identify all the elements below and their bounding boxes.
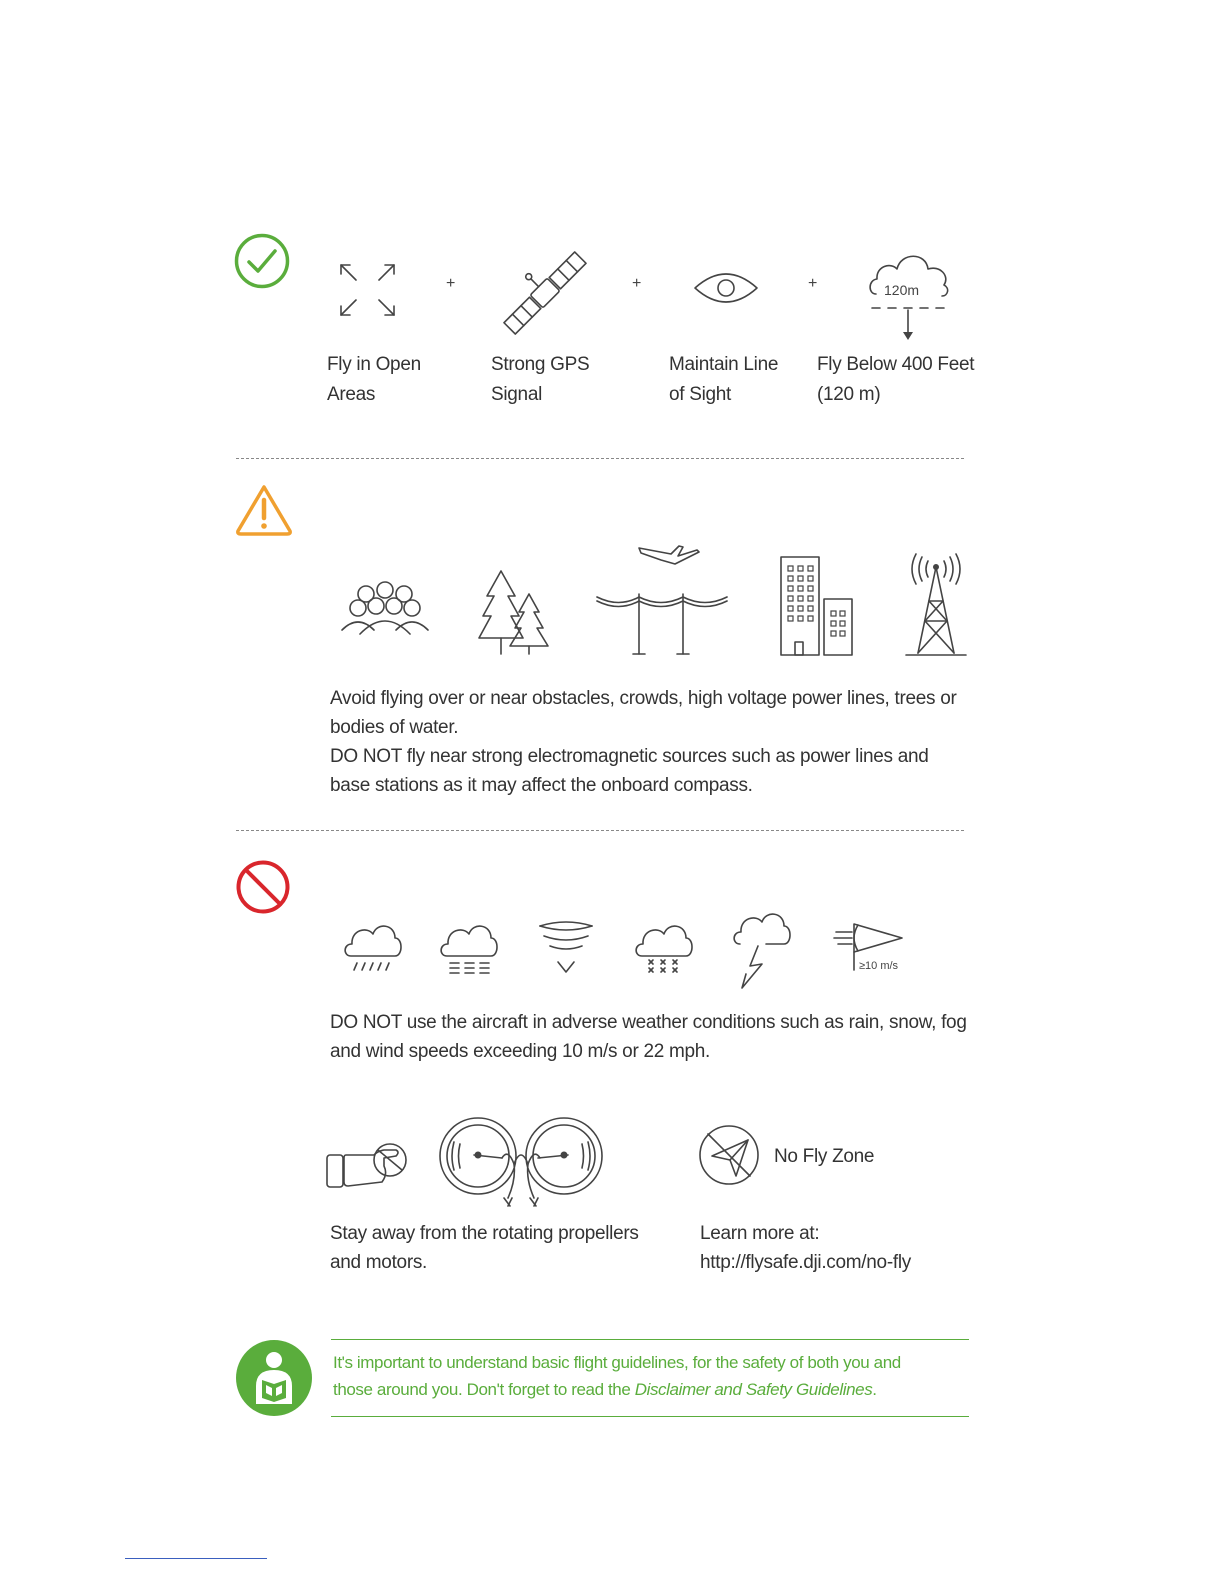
reading-manual-icon — [234, 1338, 314, 1418]
tornado-icon — [536, 920, 598, 976]
weather-paragraph: DO NOT use the aircraft in adverse weather conditions such as rain, snow, fog and wind speeds exceeding 10 m/s or 22 mph. — [330, 1012, 967, 1062]
eye-icon — [692, 268, 760, 310]
propeller-warning-text: Stay away from the rotating propellers and motors. — [330, 1223, 639, 1273]
obstacles-paragraph: Avoid flying over or near obstacles, crowds, high voltage power lines, trees or bodies of water. — [330, 688, 957, 738]
prohibited-icon — [236, 860, 292, 916]
propeller-motors-icon — [438, 1114, 606, 1210]
expand-arrows-icon — [336, 260, 400, 322]
line-of-sight-label: Maintain Line of Sight — [669, 354, 779, 405]
crowd-icon — [338, 580, 432, 642]
rain-icon — [343, 920, 403, 976]
hand-near-propeller-icon — [324, 1138, 410, 1190]
note-top-rule — [331, 1339, 969, 1340]
footnote-rule — [125, 1558, 267, 1559]
altitude-cloud-icon — [866, 250, 952, 344]
section-divider — [236, 830, 964, 831]
thunderstorm-icon — [732, 908, 792, 992]
warning-icon — [234, 483, 294, 537]
strong-gps-label: Strong GPS Signal — [491, 354, 590, 405]
altitude-value: 120m — [884, 282, 920, 298]
fog-icon — [439, 920, 499, 976]
cell-tower-icon — [904, 553, 970, 659]
note-bottom-rule — [331, 1416, 969, 1417]
wind-sock-icon — [832, 918, 912, 974]
plus-sign: + — [632, 275, 642, 292]
no-fly-zone-icon — [698, 1124, 762, 1188]
fly-open-areas-label: Fly in Open Areas — [327, 354, 421, 405]
buildings-icon — [778, 554, 858, 658]
airplane-powerlines-icon — [595, 542, 729, 660]
satellite-icon — [505, 254, 585, 332]
section-divider — [236, 458, 964, 459]
safety-note: It's important to understand basic flight guidelines, for the safety of both you and those around you. Don't forget to read the Disclaimer and Safety Guidelines. — [333, 1353, 901, 1399]
trees-icon — [473, 568, 555, 658]
learn-more-text: Learn more at: — [700, 1223, 820, 1244]
wind-speed-label: ≥10 m/s — [859, 960, 899, 972]
fly-below-label: Fly Below 400 Feet (120 m) — [817, 354, 975, 405]
snow-icon — [634, 920, 694, 976]
checkmark-icon — [234, 233, 292, 291]
plus-sign: + — [808, 275, 818, 292]
electromagnetic-paragraph: DO NOT fly near strong electromagnetic sources such as power lines and base stations as it may affect the onboard compass. — [330, 746, 929, 796]
no-fly-zone-label: No Fly Zone — [774, 1146, 875, 1167]
disclaimer-link[interactable]: Disclaimer and Safety Guidelines — [634, 1380, 873, 1399]
no-fly-url-link[interactable]: http://flysafe.dji.com/no-fly — [700, 1252, 911, 1273]
plus-sign: + — [446, 275, 456, 292]
